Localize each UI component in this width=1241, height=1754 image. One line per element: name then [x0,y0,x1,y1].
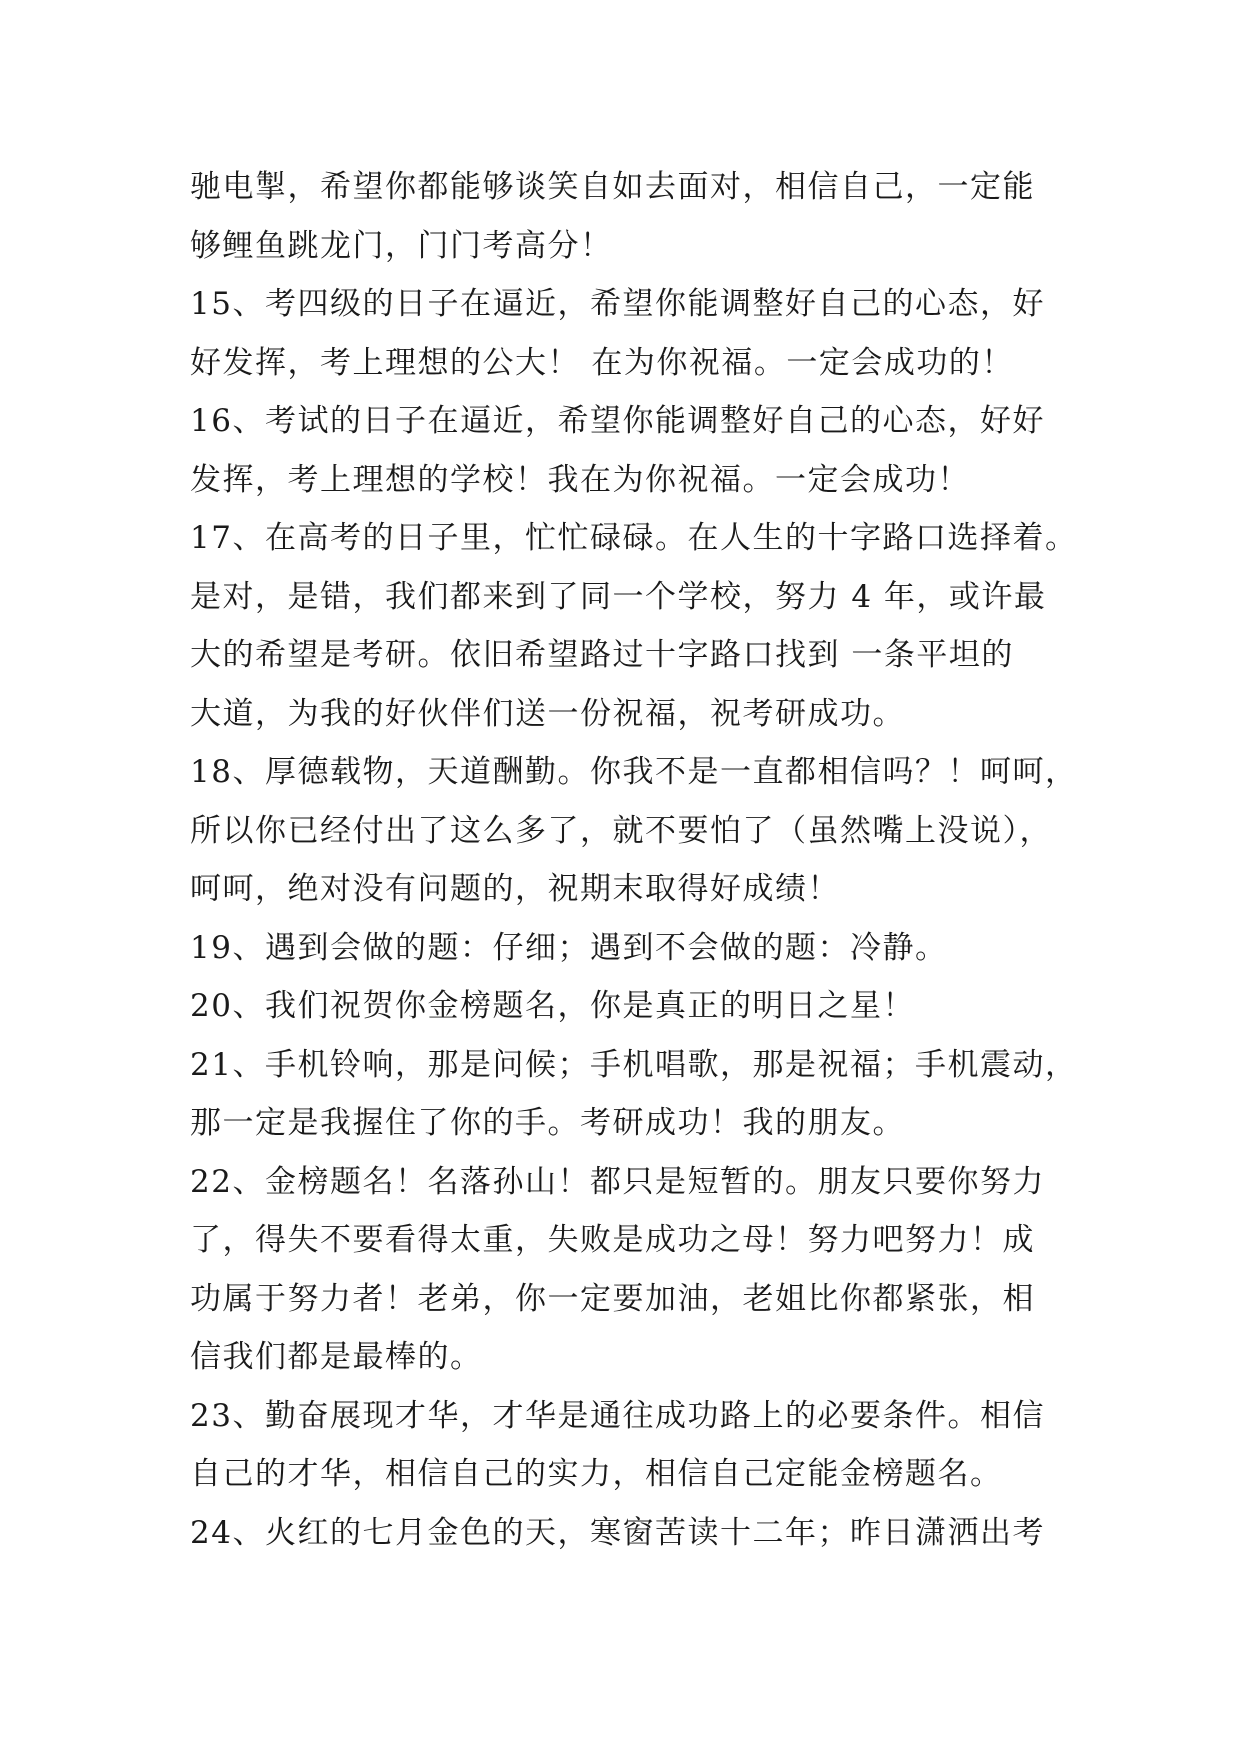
text-line: 23、勤奋展现才华，才华是通往成功路上的必要条件。相信 [190,1397,1045,1434]
text-line: 24、火红的七月金色的天，寒窗苦读十二年；昨日潇洒出考 [190,1514,1045,1551]
text-line: 18、厚德载物，天道酬勤。你我不是一直都相信吗？！呵呵， [190,754,1078,790]
text-line: 呵呵，绝对没有问题的，祝期末取得好成绩！ [190,871,840,907]
text-line: 大的希望是考研。依旧希望路过十字路口找到 一条平坦的 [190,637,1014,673]
text-line: 驰电掣，希望你都能够谈笑自如去面对，相信自己，一定能 [190,169,1035,205]
text-line: 所以你已经付出了这么多了，就不要怕了（虽然嘴上没说）， [190,812,1052,849]
text-line: 20、我们祝贺你金榜题名，你是真正的明日之星！ [190,988,915,1024]
document-body [190,158,1078,1562]
text-line: 自己的才华，相信自己的实力，相信自己定能金榜题名。 [190,1456,1003,1492]
text-line: 是对，是错，我们都来到了同一个学校，努力 4 年，或许最 [190,578,1047,615]
text-line: 那一定是我握住了你的手。考研成功！我的朋友。 [190,1105,905,1141]
text-line: 信我们都是最棒的。 [190,1339,483,1375]
text-line: 功属于努力者！老弟，你一定要加油，老姐比你都紧张，相 [190,1280,1035,1317]
text-line: 大道，为我的好伙伴们送一份祝福，祝考研成功。 [190,695,905,732]
text-line: 够鲤鱼跳龙门，门门考高分！ [190,227,613,264]
text-line: 19、遇到会做的题：仔细；遇到不会做的题：冷静。 [190,929,948,966]
text-line: 22、金榜题名！名落孙山！都只是短暂的。朋友只要你努力 [190,1163,1045,1200]
text-line: 好发挥，考上理想的公大！ 在为你祝福。一定会成功的！ [190,344,1014,381]
text-line: 21、手机铃响，那是问候；手机唱歌，那是祝福；手机震动， [190,1046,1078,1083]
text-line: 16、考试的日子在逼近，希望你能调整好自己的心态，好好 [190,403,1045,439]
text-line: 了，得失不要看得太重，失败是成功之母！努力吧努力！成 [190,1222,1035,1258]
text-line: 15、考四级的日子在逼近，希望你能调整好自己的心态，好 [190,286,1045,322]
text-line: 发挥，考上理想的学校！我在为你祝福。一定会成功！ [190,461,970,498]
text-line: 17、在高考的日子里，忙忙碌碌。在人生的十字路口选择着。 [190,520,1078,556]
